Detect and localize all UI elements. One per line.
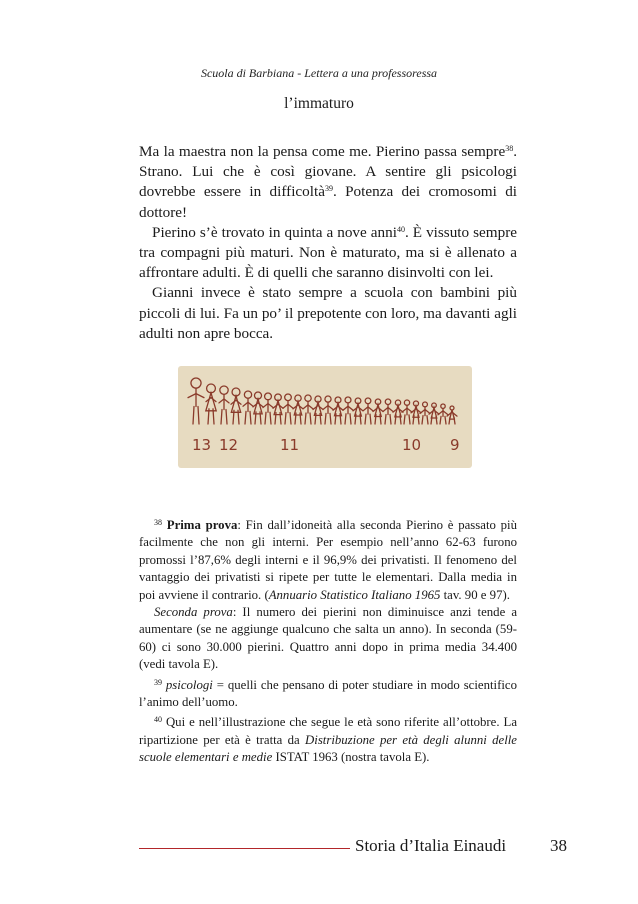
footnote-38-source-tail: tav. 90 e 97). [440, 587, 510, 602]
footnote-40-tail: ISTAT 1963 (nostra tavola E). [272, 750, 430, 765]
footnote-38-second [139, 604, 517, 674]
paragraph-1-text-b: . Strano. Lui che è così giovane. A sentire gli psicologi dovrebbe essere in difficoltà [139, 143, 517, 201]
child-figure [333, 397, 343, 424]
footnote-38 [139, 517, 517, 604]
footnote-40 [139, 714, 517, 766]
paragraph-1-text-a: Ma la maestra non la pensa come me. Pierino passa sempre [139, 143, 506, 160]
footnotes [139, 514, 517, 767]
child-figure [243, 391, 253, 424]
footnote-ref-40[interactable]: 40 [396, 224, 405, 234]
paragraph-2-text-a: Pierino s’è trovato in quinta a nove anni [152, 223, 397, 241]
publisher-footer: Storia d’Italia Einaudi [355, 836, 507, 855]
main-text [139, 142, 517, 344]
footnote-ref-38[interactable]: 38 [505, 144, 514, 153]
child-figure [231, 388, 241, 424]
footnote-40-number: 40 [154, 715, 162, 725]
footer-rule [139, 848, 350, 849]
paragraph-2 [139, 223, 517, 284]
child-figure [353, 398, 363, 424]
age-label-11: 11 [280, 436, 300, 454]
age-label-10: 10 [402, 436, 422, 454]
footnote-38-source: Annuario Statistico Italiano 1965 [268, 587, 441, 602]
child-figure [438, 404, 448, 424]
footnote-38-second-text: : Il numero dei pierini non diminuisce anzi tende a aumentare (se ne aggiunge qualcuno che salta un anno). In seconda (59-60) ci sono 30.000 pierini. Quattro anni dopo in prima media 34.400 (vedi tavola E). [139, 605, 517, 672]
page-number: 38 [550, 836, 567, 855]
child-figure [273, 394, 283, 424]
age-label-13: 13 [192, 436, 212, 454]
child-figure [323, 396, 333, 424]
footnote-38-number: 38 [154, 518, 162, 527]
footnote-38-second-label: Seconda prova [154, 605, 233, 620]
footnote-ref-39[interactable]: 39 [324, 184, 333, 194]
child-figure [283, 394, 293, 424]
footnote-39-number: 39 [154, 677, 162, 687]
age-label-12: 12 [219, 436, 239, 454]
running-header: Scuola di Barbiana - Lettera a una professoressa [200, 66, 438, 80]
child-figure [293, 395, 303, 424]
age-label-9: 9 [450, 436, 460, 454]
footnote-39-term: psicologi [165, 677, 213, 692]
child-figure [263, 393, 273, 424]
child-figure [343, 397, 353, 424]
footnote-39-text: = quelli che pensano di poter studiare in modo scientifico l’animo dell’uomo. [139, 677, 518, 710]
footnote-40-source: Distribuzione per età degli alunni delle scuole elementari e medie [139, 732, 517, 765]
footnote-38-label: Prima prova [166, 518, 238, 532]
footnote-40-text: Qui e nell’illustrazione che segue le età sono riferite all’ottobre. La ripartizione per età è tratta da [139, 715, 517, 747]
footnote-39 [139, 677, 517, 712]
section-title: l’immaturo [284, 95, 354, 112]
children-ages-illustration [178, 366, 472, 468]
child-figure [313, 396, 323, 424]
child-figure [447, 406, 457, 424]
child-figure [188, 378, 204, 424]
child-figure [373, 399, 383, 424]
paragraph-1-text-c: . Potenza dei cromosomi di dottore! [139, 183, 518, 221]
children-figures-drawing [178, 366, 472, 468]
paragraph-3: Gianni invece è stato sempre a scuola con bambini più piccoli di lui. Fa un po’ il prepotente con loro, ma davanti agli adulti non apre bocca. [139, 284, 517, 342]
child-figure [253, 392, 263, 424]
child-figure [383, 399, 393, 424]
child-figure [303, 395, 313, 424]
paragraph-1 [139, 142, 517, 223]
child-figure [206, 384, 216, 424]
paragraph-2-text-b: . È vissuto sempre tra compagni più maturi. Non è maturato, ma si è allenato a affrontare adulti. È di quelli che saranno disinvolti con lei. [139, 223, 517, 282]
child-figure [363, 398, 373, 424]
child-figure [219, 386, 229, 424]
child-figure [420, 402, 430, 424]
child-figure [429, 403, 439, 424]
footnote-38-text: : Fin dall’idoneità alla seconda Pierino è passato più facilmente che non gli interni. Per esempio nell’anno 62-63 furono promossi l’87,6% degli interni e il 96,9% dei privatisti. Il fenomeno del vantaggio dei privatisti si ripete per tutte le elementari. Dalla media in poi avviene il contrario. ( [139, 518, 517, 602]
